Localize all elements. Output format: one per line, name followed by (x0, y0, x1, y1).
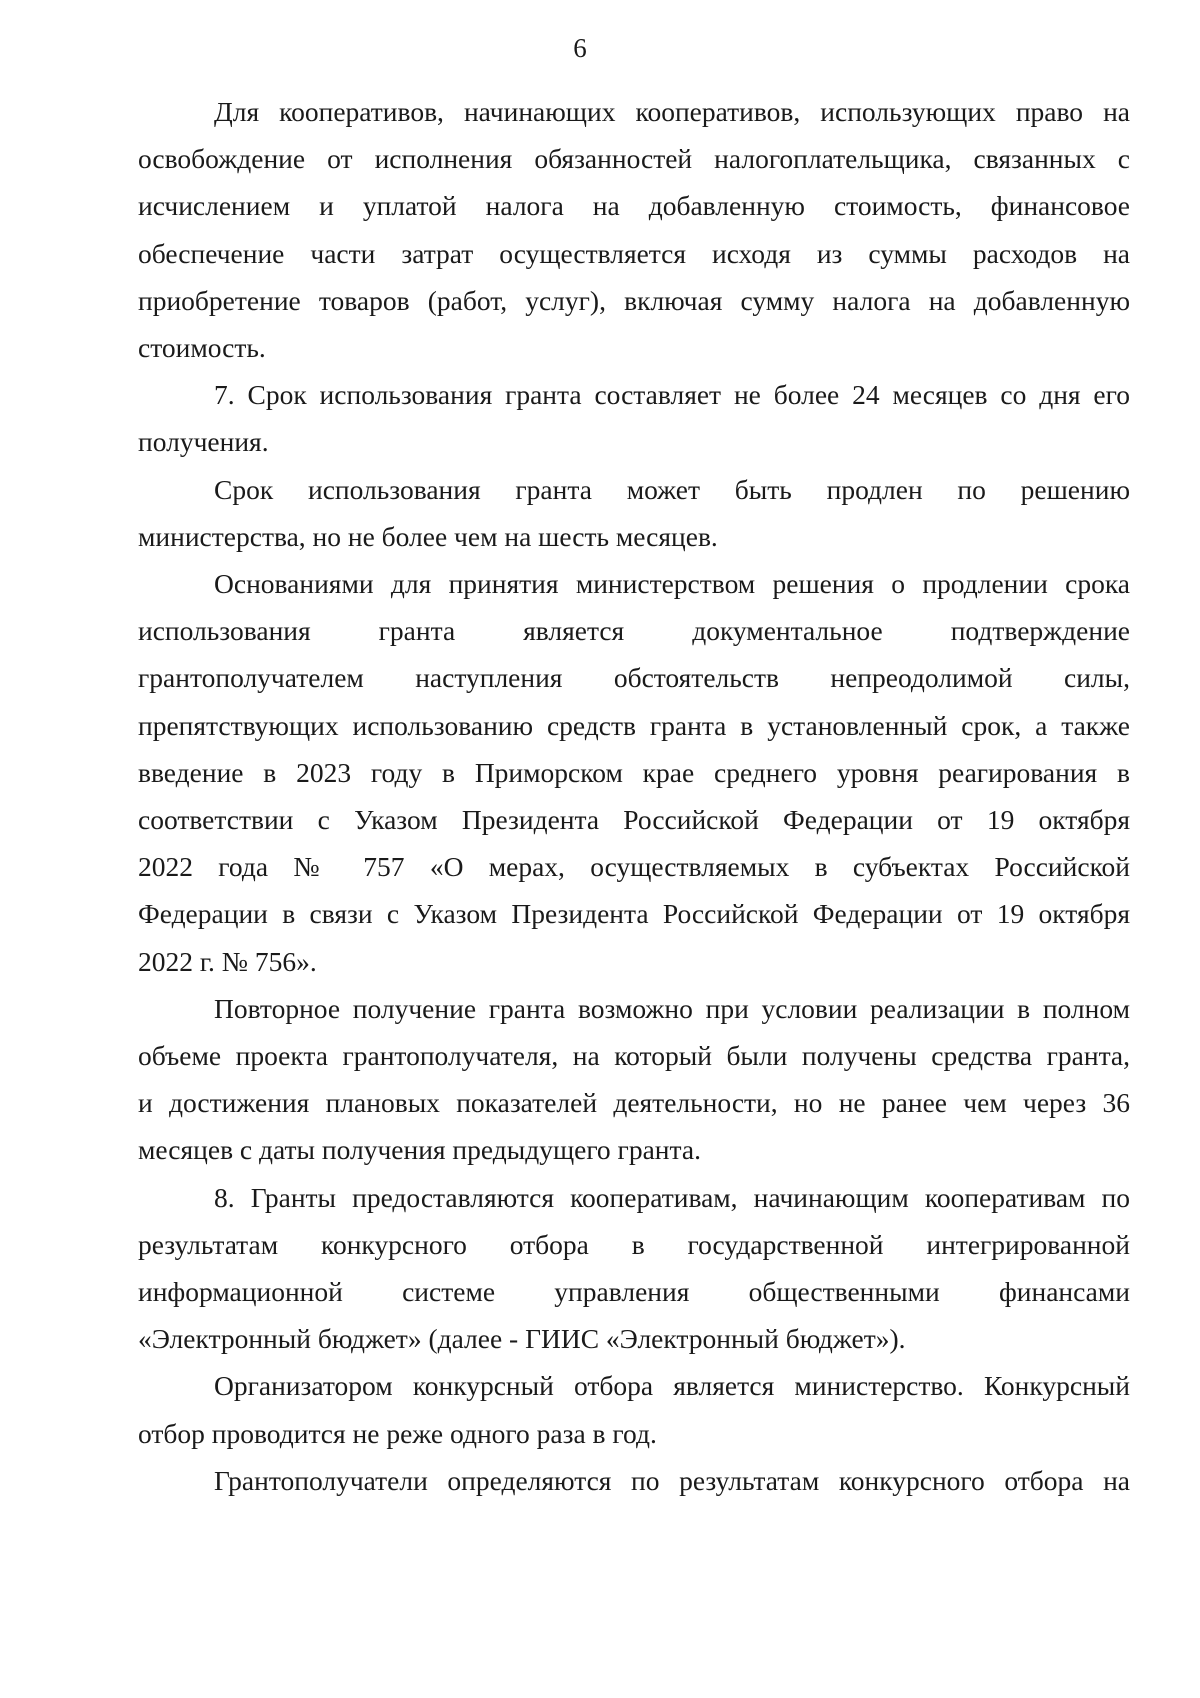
text-line: и достижения плановых показателей деятельности, но не ранее чем через 36 (138, 1087, 1130, 1119)
text-line: получения. (138, 426, 269, 458)
paragraph-term-extension (138, 466, 1130, 560)
text-line: объеме проекта грантополучателя, на который были получены средства гранта, (138, 1040, 1130, 1072)
paragraph-repeat-grant (138, 985, 1130, 1174)
document-body (138, 88, 1130, 1504)
text-line: препятствующих использованию средств гранта в установленный срок, а также (138, 709, 1130, 741)
text-line: соответствии с Указом Президента Российской Федерации от 19 октября (138, 804, 1130, 836)
page-number: 6 (573, 33, 587, 63)
text-line: Грантополучатели определяются по результатам конкурсного отбора на (214, 1464, 1130, 1496)
paragraph-extension-grounds (138, 560, 1130, 985)
paragraph-item-7-grant-term (138, 371, 1130, 465)
text-line: месяцев с даты получения предыдущего гранта. (138, 1134, 701, 1166)
text-line: отбор проводится не реже одного раза в год. (138, 1417, 657, 1449)
text-line: Организатором конкурсный отбора является министерство. Конкурсный (214, 1370, 1130, 1402)
paragraph-grant-recipients (138, 1457, 1130, 1504)
text-line: «Электронный бюджет» (далее - ГИИС «Электронный бюджет»). (138, 1323, 906, 1355)
paragraph-cooperatives-vat (138, 88, 1130, 371)
paragraph-item-8-grants-provision (138, 1174, 1130, 1363)
text-line: Федерации в связи с Указом Президента Российской Федерации от 19 октября (138, 898, 1130, 930)
text-line: 8. Гранты предоставляются кооперативам, начинающим кооперативам по (214, 1181, 1130, 1213)
text-line: обеспечение части затрат осуществляется исходя из суммы расходов на (138, 237, 1130, 269)
text-line: Для кооперативов, начинающих кооперативов, использующих право на (214, 96, 1130, 127)
text-line: введение в 2023 году в Приморском крае среднего уровня реагирования в (138, 756, 1130, 788)
text-line: 2022 года № 757 «О мерах, осуществляемых в субъектах Российской (138, 851, 1130, 883)
paragraph-selection-organizer (138, 1362, 1130, 1456)
text-line: Повторное получение гранта возможно при условии реализации в полном (214, 992, 1130, 1024)
text-line: использования гранта является документальное подтверждение (138, 615, 1130, 647)
text-line: Основаниями для принятия министерством решения о продлении срока (214, 568, 1130, 600)
text-line: 7. Срок использования гранта составляет не более 24 месяцев со дня его (214, 379, 1130, 411)
text-line: приобретение товаров (работ, услуг), включая сумму налога на добавленную (138, 284, 1130, 316)
text-line: освобождение от исполнения обязанностей налогоплательщика, связанных с (138, 143, 1130, 175)
text-line: результатам конкурсного отбора в государственной интегрированной (138, 1228, 1130, 1260)
text-line: 2022 г. № 756». (138, 945, 317, 977)
text-line: стоимость. (138, 332, 266, 364)
text-line: информационной системе управления общественными финансами (138, 1276, 1130, 1308)
text-line: грантополучателем наступления обстоятельств непреодолимой силы, (138, 662, 1130, 694)
text-line: Срок использования гранта может быть продлен по решению (214, 473, 1130, 505)
text-line: министерства, но не более чем на шесть месяцев. (138, 520, 718, 552)
text-line: исчислением и уплатой налога на добавленную стоимость, финансовое (138, 190, 1130, 222)
